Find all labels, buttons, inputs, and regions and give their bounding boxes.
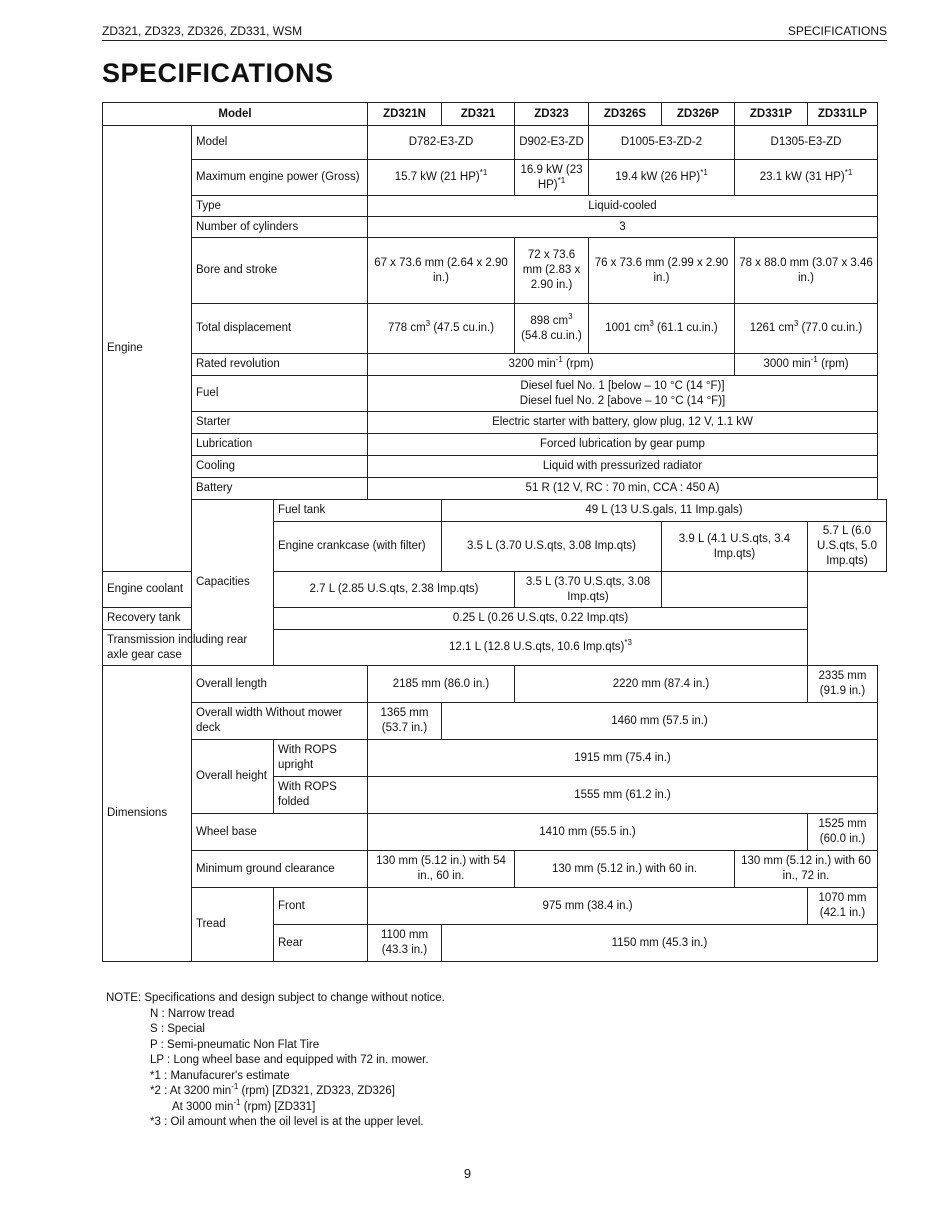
cell-value: 1555 mm (61.2 in.) [368, 777, 878, 814]
cell-empty [662, 572, 808, 608]
row-label-bore-stroke: Bore and stroke [192, 238, 368, 304]
row-label-lubrication: Lubrication [192, 434, 368, 456]
table-row [103, 703, 887, 740]
cell-value: 67 x 73.6 mm (2.64 x 2.90 in.) [368, 238, 515, 304]
cell-value: 2220 mm (87.4 in.) [515, 666, 808, 703]
note-line: At 3000 $\min^{-1} (rpm)$ [ZD331] [172, 1097, 316, 1113]
specifications-table [102, 102, 887, 962]
row-label-tread-rear: Rear [274, 925, 368, 962]
cell-value: 51 R (12 V, RC : 70 min, CCA : 450 A) [368, 478, 878, 500]
cell-value: 72 x 73.6 mm (2.83 x 2.90 in.) [515, 238, 589, 304]
cell-value: 1410 mm (55.5 in.) [368, 814, 808, 851]
cell-value: 130 mm (5.12 in.) with 60 in. [515, 851, 735, 888]
cell-value: 1001 $cm^3$ (61.1 cu.in.) [589, 304, 735, 354]
cell-value: 1525 mm (60.0 in.) [808, 814, 878, 851]
table-row [103, 434, 887, 456]
cell-value: 19.4 kW (26 HP)$^{*1}$ [589, 160, 735, 196]
note-line: NOTE: Specifications and design subject to change without notice. [106, 992, 445, 1004]
table-row [103, 888, 887, 925]
page-number: 9 [463, 1166, 472, 1181]
row-label-fuel-tank: Fuel tank [274, 500, 442, 522]
cell-value: 2185 mm (86.0 in.) [368, 666, 515, 703]
row-label-ground-clearance: Minimum ground clearance [192, 851, 368, 888]
row-label-crankcase: Engine crankcase (with filter) [274, 522, 442, 572]
category-dimensions: Dimensions [103, 666, 192, 962]
row-label-wheel-base: Wheel base [192, 814, 368, 851]
cell-value: D902-E3-ZD [515, 126, 589, 160]
table-row [103, 304, 887, 354]
table-row [103, 608, 887, 630]
row-label-transmission: Transmission including rear axle gear case [103, 630, 274, 666]
row-label-overall-width: Overall width Without mower deck [192, 703, 368, 740]
cell-value: 78 x 88.0 mm (3.07 x 3.46 in.) [735, 238, 878, 304]
table-row [103, 500, 887, 522]
table-row [103, 814, 887, 851]
cell-value: 3.9 L (4.1 U.S.qts, 3.4 Imp.qts) [662, 522, 808, 572]
table-row [103, 478, 887, 500]
cell-value: 1070 mm (42.1 in.) [808, 888, 878, 925]
row-label-battery: Battery [192, 478, 368, 500]
cell-value: 0.25 L (0.26 U.S.qts, 0.22 Imp.qts) [274, 608, 808, 630]
row-label-rated-revolution: Rated revolution [192, 354, 368, 376]
cell-value: 1261 $cm^3$ (77.0 cu.in.) [735, 304, 878, 354]
table-row [103, 160, 887, 196]
cell-value: 2335 mm (91.9 in.) [808, 666, 878, 703]
col-header-zd321: ZD321 [442, 103, 515, 126]
table-header-row [103, 103, 887, 126]
col-header-zd326s: ZD326S [589, 103, 662, 126]
cell-value: Liquid with pressurized radiator [368, 456, 878, 478]
cell-value: 15.7 kW (21 HP)$^{*1}$ [368, 160, 515, 196]
table-row [103, 376, 887, 412]
cell-value: D1305-E3-ZD [735, 126, 878, 160]
page-title: SPECIFICATIONS [102, 58, 334, 88]
table-row [103, 217, 887, 238]
table-row [103, 456, 887, 478]
header-section: SPECIFICATIONS [787, 24, 887, 38]
table-row [103, 630, 887, 666]
note-line: *2 : At 3200 $\min^{-1} (rpm)$ [ZD321, ZD323, ZD326] [150, 1082, 395, 1097]
cell-value: 1100 mm (43.3 in.) [368, 925, 442, 962]
cell-value: 3200 $\min^{-1} (rpm)$ [368, 354, 735, 376]
note-line: N : Narrow tread [150, 1007, 235, 1020]
notes-section [106, 991, 445, 1131]
col-header-zd331lp: ZD331LP [808, 103, 878, 126]
page-header [102, 22, 887, 41]
table-row [103, 238, 887, 304]
col-header-zd323: ZD323 [515, 103, 589, 126]
cell-value: 12.1 L (12.8 U.S.qts, 10.6 Imp.qts)$^{*3}$ [274, 630, 808, 666]
table-row [103, 354, 887, 376]
col-header-model: Model [103, 103, 368, 126]
cell-value: 3.5 L (3.70 U.S.qts, 3.08 Imp.qts) [442, 522, 662, 572]
col-header-zd331p: ZD331P [735, 103, 808, 126]
note-line: P : Semi-pneumatic Non Flat Tire [150, 1038, 320, 1051]
table-row [103, 126, 887, 160]
cell-value: 3000 $\min^{-1} (rpm)$ [735, 354, 878, 376]
category-engine: Engine [103, 126, 192, 572]
note-line: S : Special [150, 1023, 205, 1035]
cell-value: Forced lubrication by gear pump [368, 434, 878, 456]
note-line: *3 : Oil amount when the oil level is at the upper level. [150, 1116, 424, 1128]
row-label-tread: Tread [192, 888, 274, 962]
col-header-zd326p: ZD326P [662, 103, 735, 126]
cell-value: 5.7 L (6.0 U.S.qts, 5.0 Imp.qts) [808, 522, 887, 572]
row-label-engine-model: Model [192, 126, 368, 160]
cell-value: 1365 mm (53.7 in.) [368, 703, 442, 740]
row-label-coolant: Engine coolant [103, 572, 274, 608]
table-row [103, 740, 887, 777]
cell-value: 3.5 L (3.70 U.S.qts, 3.08 Imp.qts) [515, 572, 662, 608]
header-manual-models: ZD321, ZD323, ZD326, ZD331, WSM [102, 24, 303, 38]
cell-value: D1005-E3-ZD-2 [589, 126, 735, 160]
cell-value: D782-E3-ZD [368, 126, 515, 160]
cell-value: Diesel fuel No. 1 [below – 10 °C (14 °F)] Diesel fuel No. 2 [above – 10 °C (14 °F)] [368, 376, 878, 412]
row-label-cooling: Cooling [192, 456, 368, 478]
cell-value: 130 mm (5.12 in.) with 54 in., 60 in. [368, 851, 515, 888]
cell-value: 130 mm (5.12 in.) with 60 in., 72 in. [735, 851, 878, 888]
row-label-rops-upright: With ROPS upright [274, 740, 368, 777]
cell-value: 2.7 L (2.85 U.S.qts, 2.38 Imp.qts) [274, 572, 515, 608]
table-row [103, 196, 887, 217]
note-line: LP : Long wheel base and equipped with 72 in. mower. [150, 1054, 429, 1066]
table-row [103, 412, 887, 434]
cell-value: 778 $cm^3$ (47.5 cu.in.) [368, 304, 515, 354]
row-label-cylinders: Number of cylinders [192, 217, 368, 238]
row-label-recovery-tank: Recovery tank [103, 608, 274, 630]
cell-value: 1150 mm (45.3 in.) [442, 925, 878, 962]
cell-value: 16.9 kW (23 HP)$^{*1}$ [515, 160, 589, 196]
table-row [103, 851, 887, 888]
col-header-zd321n: ZD321N [368, 103, 442, 126]
row-label-displacement: Total displacement [192, 304, 368, 354]
row-label-overall-height: Overall height [192, 740, 274, 814]
table-row [103, 666, 887, 703]
cell-value: 76 x 73.6 mm (2.99 x 2.90 in.) [589, 238, 735, 304]
category-capacities: Capacities [192, 500, 274, 666]
row-label-max-power: Maximum engine power (Gross) [192, 160, 368, 196]
cell-value: 3 [368, 217, 878, 238]
row-label-tread-front: Front [274, 888, 368, 925]
cell-value: 1915 mm (75.4 in.) [368, 740, 878, 777]
row-label-fuel: Fuel [192, 376, 368, 412]
cell-value: 23.1 kW (31 HP)$^{*1}$ [735, 160, 878, 196]
cell-value: 49 L (13 U.S.gals, 11 Imp.gals) [442, 500, 887, 522]
cell-value: 1460 mm (57.5 in.) [442, 703, 878, 740]
cell-value: 975 mm (38.4 in.) [368, 888, 808, 925]
cell-value: 898 $cm^3$ (54.8 cu.in.) [515, 304, 589, 354]
cell-value: Liquid-cooled [368, 196, 878, 217]
row-label-rops-folded: With ROPS folded [274, 777, 368, 814]
row-label-type: Type [192, 196, 368, 217]
note-line: *1 : Manufacurer's estimate [150, 1069, 290, 1082]
cell-value: Electric starter with battery, glow plug, 12 V, 1.1 kW [368, 412, 878, 434]
row-label-starter: Starter [192, 412, 368, 434]
row-label-overall-length: Overall length [192, 666, 368, 703]
